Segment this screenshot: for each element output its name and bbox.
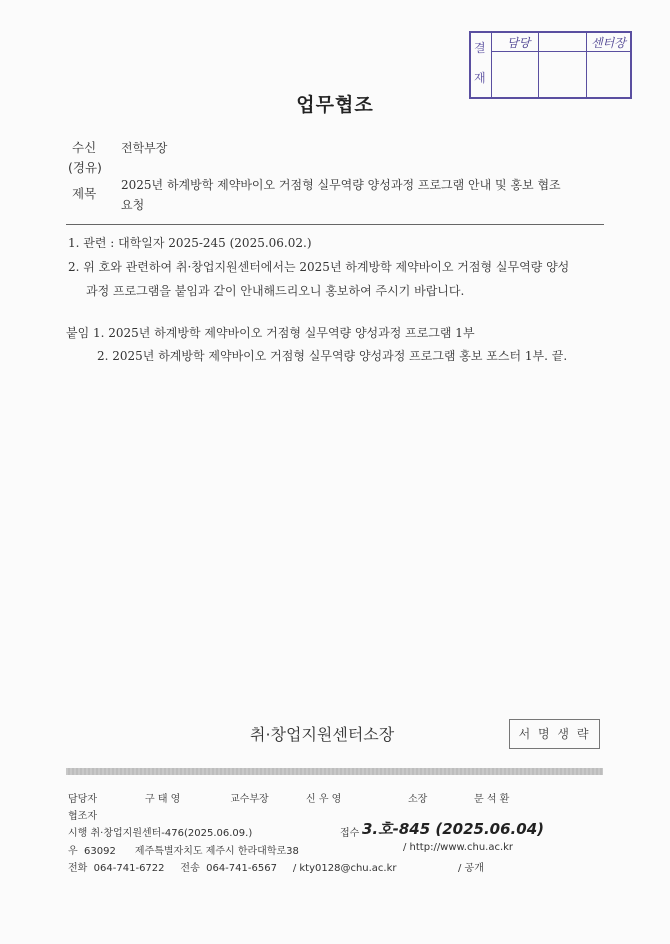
director-label: 소장 bbox=[408, 794, 428, 805]
stamp-side-top: 결 bbox=[474, 41, 486, 55]
receipt-handwritten: 3.호-845 (2025.06.04) bbox=[362, 820, 544, 838]
stamp-col1-label: 담당 bbox=[507, 36, 531, 50]
subject-label: 제목 bbox=[72, 186, 97, 201]
stamp-side-label bbox=[471, 33, 492, 97]
recipient-value: 전학부장 bbox=[121, 141, 168, 155]
subject-line-2: 요청 bbox=[121, 198, 145, 212]
director-name: 문 석 환 bbox=[474, 794, 510, 805]
staff-label: 담당자 bbox=[68, 794, 97, 805]
document-title: 업무협조 bbox=[296, 94, 374, 116]
homepage: / http://www.chu.ac.kr bbox=[403, 842, 514, 853]
receipt-label: 접수 bbox=[340, 828, 360, 839]
attachment-1: 붙임 1. 2025년 하계방학 제약바이오 거점형 실무역량 양성과정 프로그램 1부 bbox=[66, 326, 475, 340]
header-divider bbox=[66, 224, 604, 225]
phone-fax-email: 전화 064-741-6722 전송 064-741-6567 / kty0128@chu.ac.kr bbox=[68, 863, 397, 874]
stamp-side-bottom: 재 bbox=[474, 71, 486, 85]
subject-line-1: 2025년 하계방학 제약바이오 거점형 실무역량 양성과정 프로그램 안내 및 홍보 협조 bbox=[121, 178, 561, 192]
recipient-label: 수신 bbox=[72, 140, 97, 155]
approval-stamp bbox=[469, 31, 632, 99]
stamp-col3-label: 센터장 bbox=[591, 36, 626, 50]
via-label: (경유) bbox=[68, 160, 102, 175]
sender-name: 취·창업지원센터소장 bbox=[250, 725, 395, 744]
staff-name: 구 태 영 bbox=[145, 794, 181, 805]
stamp-col-2 bbox=[539, 33, 587, 97]
body-item-2-line-1: 2. 위 호와 관련하여 취·창업지원센터에서는 2025년 하계방학 제약바이오 거점형 실무역량 양성 bbox=[68, 260, 570, 274]
prof-name: 신 우 영 bbox=[306, 794, 342, 805]
signature-omitted-box: 서 명 생 략 bbox=[509, 719, 600, 749]
public-status: / 공개 bbox=[458, 863, 484, 874]
attachment-2: 2. 2025년 하계방학 제약바이오 거점형 실무역량 양성과정 프로그램 홍보 포스터 1부. 끝. bbox=[97, 349, 568, 363]
exec-number: 시행 취·창업지원센터-476(2025.06.09.) bbox=[68, 828, 253, 839]
prof-label: 교수부장 bbox=[230, 794, 269, 805]
body-item-1: 1. 관련 : 대학일자 2025-245 (2025.06.02.) bbox=[68, 236, 312, 250]
coop-label: 협조자 bbox=[68, 811, 97, 822]
body-item-2-line-2: 과정 프로그램을 붙임과 같이 안내해드리오니 홍보하여 주시기 바랍니다. bbox=[86, 284, 465, 298]
address: 우 63092 제주특별자치도 제주시 한라대학로38 bbox=[68, 846, 299, 857]
footer-separator bbox=[66, 768, 603, 775]
